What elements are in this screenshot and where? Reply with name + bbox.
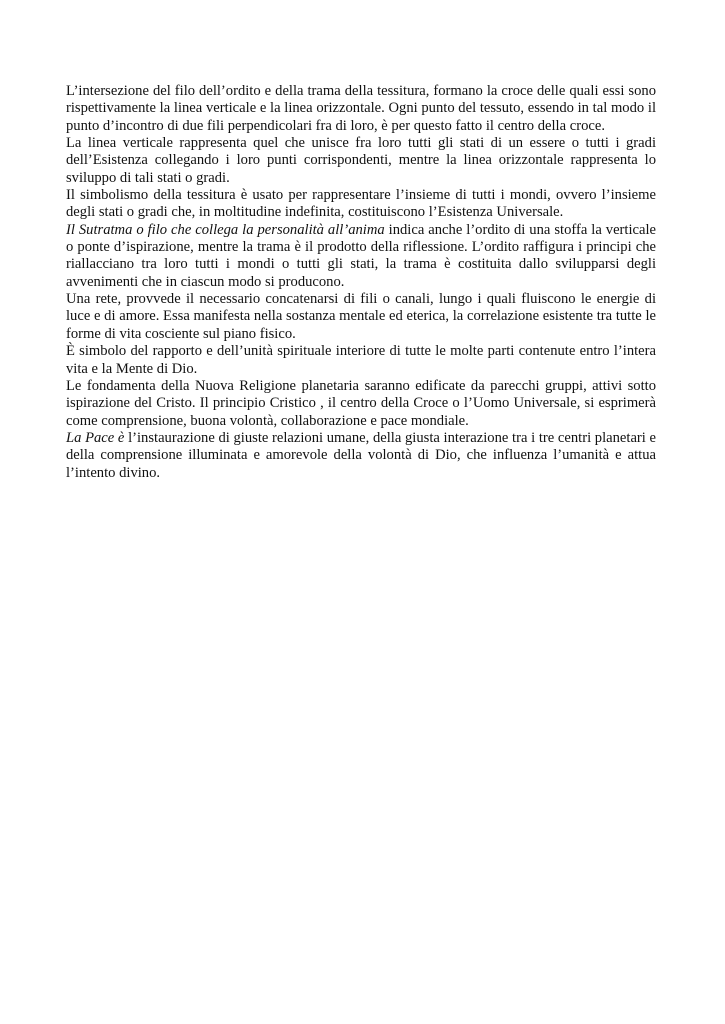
- paragraph-6: [66, 343, 656, 378]
- paragraph-2: [66, 135, 656, 187]
- paragraph-6-text: È simbolo del rapporto e dell’unità spirituale interiore di tutte le molte parti contenute entro l’intera vita e la Mente di Dio.: [66, 343, 656, 377]
- paragraph-7: [66, 378, 656, 430]
- paragraph-4: [66, 222, 656, 291]
- paragraph-7-text: Le fondamenta della Nuova Religione planetaria saranno edificate da parecchi gruppi, attivi sotto ispirazione del Cristo. Il principio Cristico , il centro della Croce o l’Uomo Universale, si esprimerà come comprensione, buona volontà, collaborazione e pace mondiale.: [66, 377, 656, 429]
- paragraph-8-text: l’instaurazione di giuste relazioni umane, della giusta interazione tra i tre centri planetari e della comprensione illuminata e amorevole della volontà di Dio, che influenza l’umanità e attua l’intento divino.: [66, 429, 656, 481]
- paragraph-4-italic: Il Sutratma o filo che collega la personalità all’anima: [66, 221, 385, 238]
- paragraph-1: [66, 83, 656, 135]
- paragraph-4-text: indica anche l’ordito di una stoffa la verticale o ponte d’ispirazione, mentre la trama è il prodotto della riflessione. L’ordito raffigura i principi che riallacciano tra loro tutti i mondi o tutti gli stati, la trama è costituita dallo svilupparsi degli avvenimenti che in ciascun modo si producono.: [66, 221, 656, 290]
- paragraph-2-text: La linea verticale rappresenta quel che unisce fra loro tutti gli stati di un essere o tutti i gradi dell’Esistenza collegando i loro punti corrispondenti, mentre la linea orizzontale rappresenta lo sviluppo di tali stati o gradi.: [66, 135, 656, 186]
- document-page: [66, 83, 656, 482]
- paragraph-8-italic: La Pace è: [66, 429, 125, 446]
- paragraph-5: [66, 291, 656, 343]
- paragraph-5-text: Una rete, provvede il necessario concatenarsi di fili o canali, lungo i quali fluiscono le energie di luce e di amore. Essa manifesta nella sostanza mentale ed eterica, la correlazione esistente tra tutte le forme di vita cosciente sul piano fisico.: [66, 291, 656, 342]
- paragraph-8: [66, 430, 656, 482]
- paragraph-1-text: L’intersezione del filo dell’ordito e della trama della tessitura, formano la croce delle quali essi sono rispettivamente la linea verticale e la linea orizzontale. Ogni punto del tessuto, essendo in tal modo il punto d’incontro di due fili perpendicolari fra di loro, è per questo fatto il centro della croce.: [66, 83, 656, 134]
- paragraph-3-text: Il simbolismo della tessitura è usato per rappresentare l’insieme di tutti i mondi, ovvero l’insieme degli stati o gradi che, in moltitudine indefinita, costituiscono l’Esistenza Universale.: [66, 187, 656, 221]
- paragraph-3: [66, 187, 656, 222]
